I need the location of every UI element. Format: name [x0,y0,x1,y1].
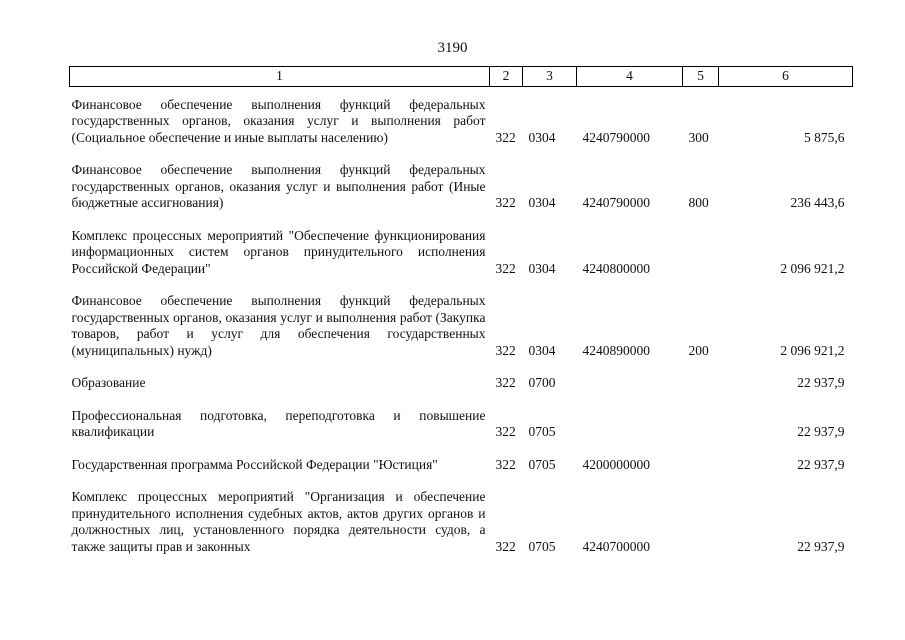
row-target-code: 4240790000 [582,195,650,210]
page-number: 3190 [437,40,468,56]
row-name: Финансовое обеспечение выполнения функций федеральных государственных органов, оказания услуг и выполнения работ (Закупка товаров, работ и услуг для обеспечения государственных (муниципальных) нужд) [71,293,486,358]
row-target-code: 4240790000 [582,129,650,145]
column-header-6: 6 [719,67,853,87]
row-target-code: 4240890000 [582,342,650,358]
row-section-code: 0304 [528,342,556,358]
row-amount: 22 937,9 [797,375,845,390]
row-amount: 5 875,6 [804,129,845,145]
column-header-1: 1 [70,67,490,87]
row-target-code [577,367,683,400]
table-row [70,154,853,220]
row-name: Комплекс процессных мероприятий "Обеспечение функционирования информационных систем органов принудительного исполнения Российской Федерации" [71,227,486,276]
table-row [70,449,853,482]
row-name: Профессиональная подготовка, переподготовка и повышение квалификации [71,407,486,439]
row-expense-type: 800 [688,195,709,210]
budget-table [69,66,853,563]
row-name: Государственная программа Российской Федерации "Юстиция" [71,456,438,472]
row-ministry-code: 322 [495,538,516,554]
row-amount: 22 937,9 [797,424,845,439]
row-section-code: 0700 [528,375,556,390]
table-row [70,86,853,154]
row-amount: 22 937,9 [797,456,845,472]
header-row [70,67,853,87]
table-header [70,67,853,87]
row-name: Комплекс процессных мероприятий "Организация и обеспечение принудительного исполнения судебных актов, актов других органов и должностных лиц, установленного порядка деятельности судов, а также защиты прав и законных [71,489,486,554]
row-amount: 2 096 921,2 [780,342,845,358]
table-row [70,400,853,449]
row-target-code [577,400,683,449]
row-name: Финансовое обеспечение выполнения функций федеральных государственных органов, оказания услуг и выполнения работ (Иные бюджетные ассигнования) [71,162,486,210]
row-ministry-code: 322 [495,456,516,472]
row-name: Финансовое обеспечение выполнения функций федеральных государственных органов, оказания услуг и выполнения работ (Социальное обеспечение и иные выплаты населению) [71,96,486,145]
column-header-5: 5 [683,67,719,87]
row-expense-type [683,400,719,449]
row-section-code: 0705 [528,456,556,472]
table-row [70,285,853,367]
row-name: Образование [71,375,146,390]
column-header-3: 3 [523,67,577,87]
row-ministry-code: 322 [495,260,516,276]
row-ministry-code: 322 [495,342,516,358]
row-expense-type: 200 [688,342,709,358]
table-body [70,86,853,563]
row-expense-type [683,367,719,400]
row-ministry-code: 322 [495,195,516,210]
table-row [70,481,853,563]
row-amount: 236 443,6 [790,195,845,210]
row-ministry-code: 322 [495,129,516,145]
row-expense-type [683,481,719,563]
row-section-code: 0304 [528,260,556,276]
row-target-code: 4240800000 [582,260,650,276]
table-row [70,220,853,286]
row-section-code: 0304 [528,195,556,210]
row-target-code: 4200000000 [582,456,650,472]
row-expense-type: 300 [688,129,709,145]
column-header-4: 4 [577,67,683,87]
row-amount: 22 937,9 [797,538,845,554]
row-ministry-code: 322 [495,375,516,390]
column-header-2: 2 [490,67,523,87]
row-section-code: 0705 [528,424,556,439]
row-ministry-code: 322 [495,424,516,439]
row-section-code: 0705 [528,538,556,554]
row-amount: 2 096 921,2 [780,260,845,276]
row-target-code: 4240700000 [582,538,650,554]
row-section-code: 0304 [528,129,556,145]
row-expense-type [683,220,719,286]
table-row [70,367,853,400]
row-expense-type [683,449,719,482]
